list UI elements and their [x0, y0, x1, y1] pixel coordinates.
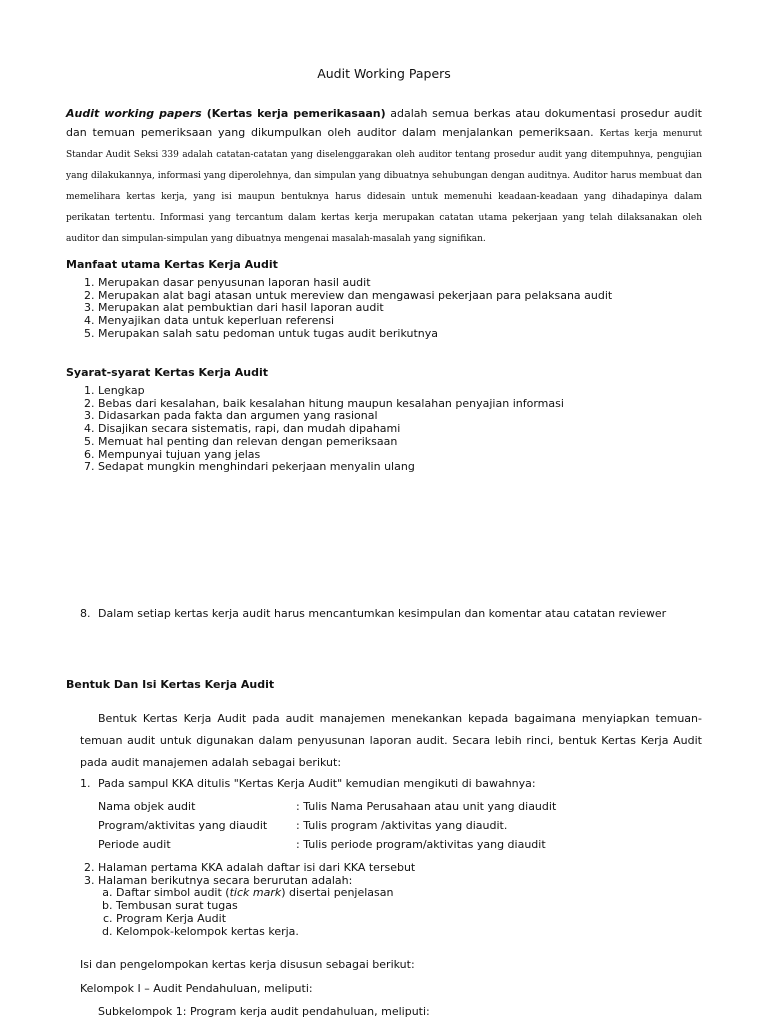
item-number: 1.: [80, 777, 91, 790]
field-key: Periode audit: [98, 838, 171, 851]
intro-paragraph: [66, 104, 702, 249]
isi-line: Isi dan pengelompokan kertas kerja disusun sebagai berikut:: [80, 958, 415, 971]
field-row: [98, 838, 546, 851]
field-key: Program/aktivitas yang diaudit: [98, 819, 268, 832]
manfaat-heading: Manfaat utama Kertas Kerja Audit: [66, 258, 278, 271]
list-item: 1. Merupakan dasar penyusunan laporan hasil audit: [98, 277, 612, 290]
field-row: [98, 800, 556, 813]
subkelompok-line: Subkelompok 1: Program kerja audit pendahuluan, meliputi:: [98, 1005, 430, 1018]
list-item: 5. Memuat hal penting dan relevan dengan pemeriksaan: [98, 436, 564, 449]
list-item: 6. Mempunyai tujuan yang jelas: [98, 449, 564, 462]
sub-list-item: c. Program Kerja Audit: [116, 913, 415, 926]
syarat-item-8: [80, 607, 666, 620]
bentuk-heading: Bentuk Dan Isi Kertas Kerja Audit: [66, 678, 275, 691]
item-text: Halaman berikutnya secara berurutan adalah:: [98, 873, 353, 887]
field-value: : Tulis program /aktivitas yang diaudit.: [296, 819, 508, 832]
item-number: 8.: [80, 607, 91, 620]
list-item: 4. Disajikan secara sistematis, rapi, dan mudah dipahami: [98, 423, 564, 436]
syarat-list: [66, 385, 564, 474]
sub-list-item: b. Tembusan surat tugas: [116, 900, 415, 913]
list-item: 4. Menyajikan data untuk keperluan referensi: [98, 315, 612, 328]
bentuk-paragraph: Bentuk Kertas Kerja Audit pada audit manajemen menekankan kepada bagaimana menyiapkan temuan-temuan audit untuk digunakan dalam penyusunan laporan audit. Secara lebih rinci, bentuk Kertas Kerja Audit pada audit manajemen adalah sebagai berikut:: [80, 712, 702, 769]
syarat-heading: Syarat-syarat Kertas Kerja Audit: [66, 366, 269, 379]
manfaat-list: [66, 277, 612, 341]
sub-text-italic: tick mark: [229, 886, 282, 900]
list-item: 2. Bebas dari kesalahan, baik kesalahan hitung maupun kesalahan penyajian informasi: [98, 398, 564, 411]
list-item: [98, 875, 415, 939]
list-item: 7. Sedapat mungkin menghindari pekerjaan menyalin ulang: [98, 461, 564, 474]
kelompok-line: Kelompok I – Audit Pendahuluan, meliputi:: [80, 982, 313, 995]
field-key: Nama objek audit: [98, 800, 196, 813]
intro-lead: [66, 107, 386, 120]
sub-list: [98, 887, 415, 938]
field-row: [98, 819, 507, 832]
field-value: : Tulis Nama Perusahaan atau unit yang diaudit: [296, 800, 557, 813]
sub-text: ) disertai penjelasan: [281, 886, 394, 900]
item-text: Pada sampul KKA ditulis "Kertas Kerja Audit" kemudian mengikuti di bawahnya:: [98, 777, 536, 790]
field-value: : Tulis periode program/aktivitas yang diaudit: [296, 838, 546, 851]
intro-text-1: adalah semua berkas atau dokumentasi prosedur audit dan temuan pemeriksaan yang dikumpulkan oleh auditor dalam menjalankan pemeriksaan.: [66, 107, 702, 139]
list-item: 1. Lengkap: [98, 385, 564, 398]
list-item: 3. Merupakan alat pembuktian dari hasil laporan audit: [98, 302, 612, 315]
list-item: 3. Didasarkan pada fakta dan argumen yang rasional: [98, 410, 564, 423]
page-title: Audit Working Papers: [317, 66, 451, 81]
intro-text-2: Kertas kerja menurut Standar Audit Seksi 339 adalah catatan-catatan yang diselenggarakan oleh auditor tentang prosedur audit yang ditempuhnya, pengujian yang dilakukannya, informasi yang diperolehnya, dan simpulan yang dibuatnya sehubungan dengan auditnya. Auditor harus membuat dan memelihara kertas kerja, yang isi maupun bentuknya harus didesain untuk memenuhi keadaan-keadaan yang dihadapinya dalam perikatan tertentu. Informasi yang tercantum dalam kertas kerja merupakan catatan utama pekerjaan yang telah dilaksanakan oleh auditor dan simpulan-simpulan yang dibuatnya mengenai masalah-masalah yang signifikan.: [66, 129, 702, 244]
bentuk-list: [80, 862, 415, 938]
item-text: Dalam setiap kertas kerja audit harus mencantumkan kesimpulan dan komentar atau catatan reviewer: [98, 607, 667, 620]
intro-lead-bold: (Kertas kerja pemerikasaan): [206, 107, 386, 120]
list-item: 2. Merupakan alat bagi atasan untuk mereview dan mengawasi pekerjaan para pelaksana audit: [98, 290, 612, 303]
sub-list-item: d. Kelompok-kelompok kertas kerja.: [116, 926, 415, 939]
intro-lead-italic: Audit working papers: [66, 107, 202, 120]
bentuk-item-1: [80, 777, 536, 790]
list-item: 5. Merupakan salah satu pedoman untuk tugas audit berikutnya: [98, 328, 612, 341]
list-item: 2. Halaman pertama KKA adalah daftar isi dari KKA tersebut: [98, 862, 415, 875]
sub-text: Daftar simbol audit (: [116, 886, 230, 900]
